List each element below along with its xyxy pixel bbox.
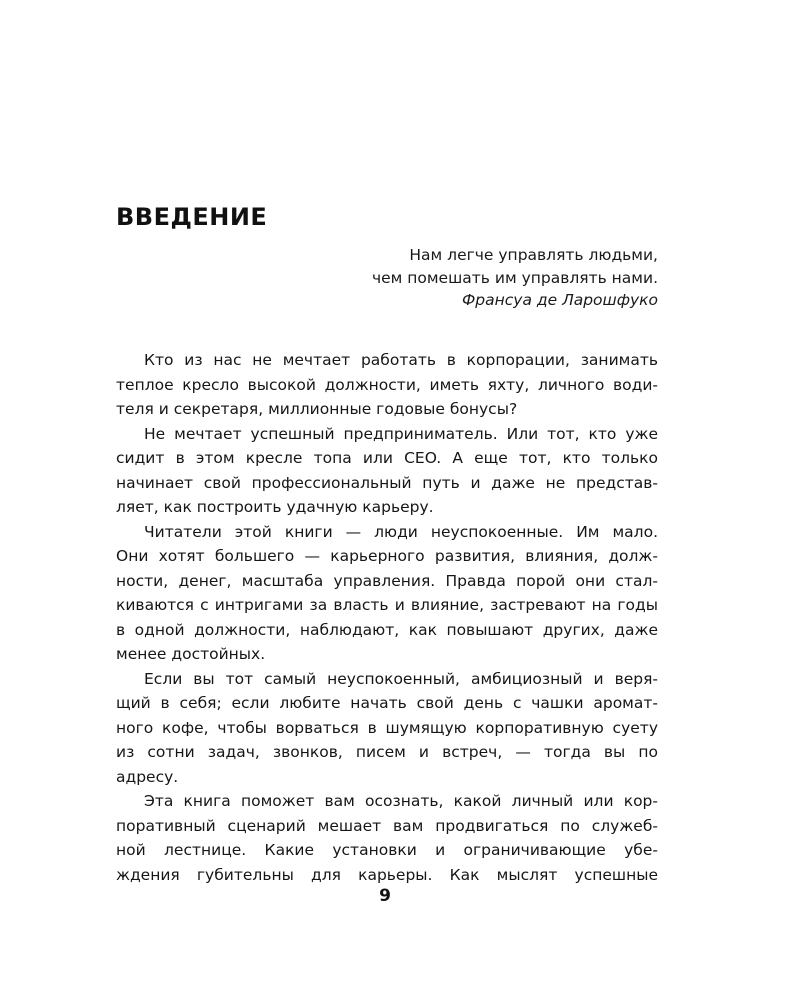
text-line: в одной должности, наблюдают, как повышают других, даже <box>116 620 658 639</box>
text-line: Эта книга поможет вам осознать, какой личный или кор- <box>144 792 658 810</box>
text-line: щий в себя; если любите начать свой день с чашки аромат- <box>116 694 658 712</box>
text-line: теля и секретаря, миллионные годовые бонусы? <box>116 400 518 418</box>
epigraph <box>372 244 658 312</box>
body-text <box>116 348 658 887</box>
paragraph <box>116 520 658 667</box>
paragraph <box>116 348 658 422</box>
text-line: ной лестнице. Какие установки и ограничивающие убе- <box>116 841 658 859</box>
epigraph-author: Франсуа де Ларошфуко <box>461 291 658 309</box>
text-line: Если вы тот самый неуспокоенный, амбициозный и веря- <box>144 669 658 688</box>
text-line: начинает свой профессиональный путь и даже не представ- <box>116 473 658 492</box>
paragraph <box>116 789 658 887</box>
paragraph <box>116 422 658 520</box>
text-line: ного кофе, чтобы ворваться в шумящую корпоративную суету <box>116 718 658 737</box>
text-line: поративный сценарий мешает вам продвигаться по служеб- <box>116 816 658 835</box>
text-line: из сотни задач, звонков, писем и встреч, — тогда вы по <box>116 743 658 761</box>
epigraph-line: Нам легче управлять людьми, <box>409 246 658 264</box>
page-number: 9 <box>379 886 391 906</box>
text-line: Кто из нас не мечтает работать в корпорации, занимать <box>144 351 658 369</box>
chapter-title: ВВЕДЕНИЕ <box>116 203 268 231</box>
paragraph <box>116 667 658 790</box>
text-line: ляет, как построить удачную карьеру. <box>116 498 434 516</box>
epigraph-line: чем помешать им управлять нами. <box>371 268 658 287</box>
text-line: ности, денег, масштаба управления. Правда порой они стал- <box>116 571 658 590</box>
text-line: теплое кресло высокой должности, иметь яхту, личного води- <box>116 375 658 394</box>
text-line: Они хотят большего — карьерного развития, влияния, долж- <box>116 547 658 565</box>
text-line: киваются с интригами за власть и влияние, застревают на годы <box>116 596 658 614</box>
text-line: адресу. <box>116 767 179 786</box>
text-line: Не мечтает успешный предприниматель. Или тот, кто уже <box>144 424 658 443</box>
text-line: Читатели этой книги — люди неуспокоенные. Им мало. <box>144 522 658 541</box>
text-line: менее достойных. <box>116 645 266 663</box>
text-line: сидит в этом кресле топа или CEO. А еще тот, кто только <box>116 449 658 467</box>
text-line: ждения губительны для карьеры. Как мыслят успешные <box>116 865 658 884</box>
